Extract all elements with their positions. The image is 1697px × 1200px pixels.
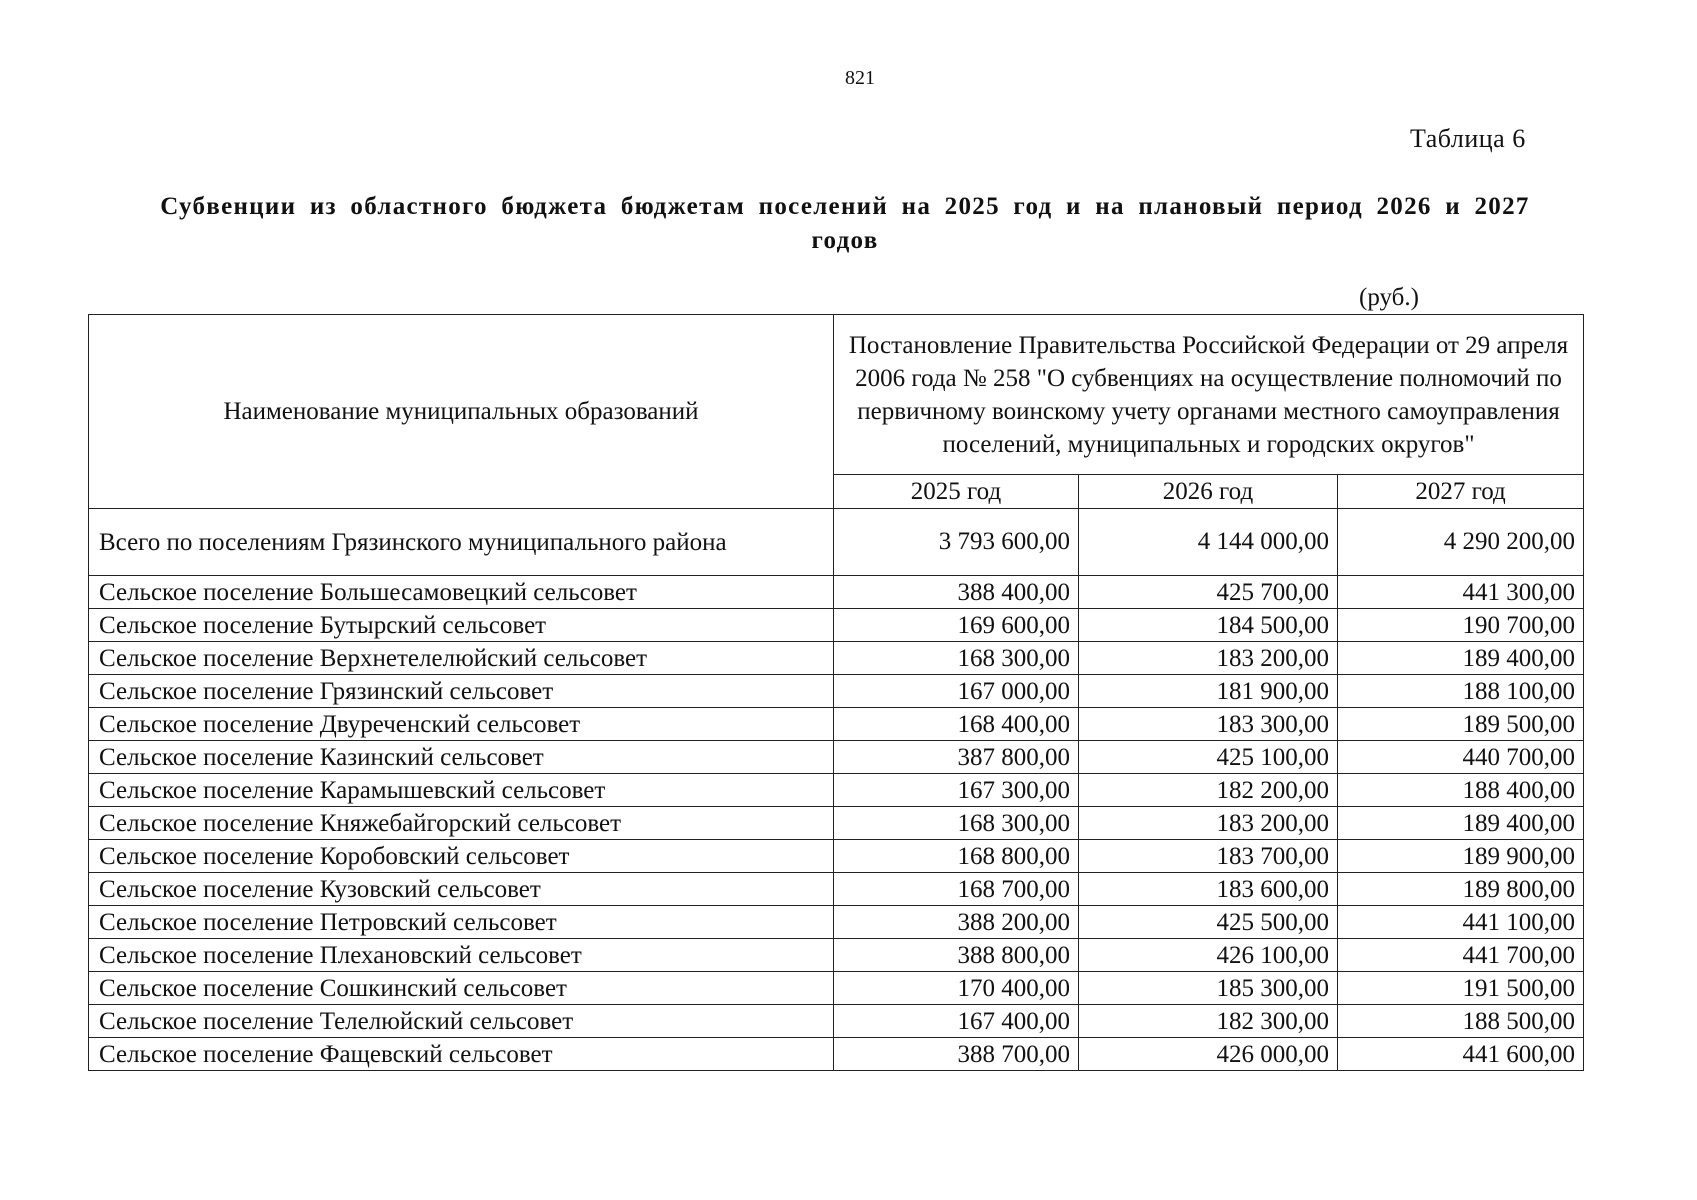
subsidy-value-2027: 189 800,00 [1338, 873, 1584, 906]
table-row [89, 906, 1584, 939]
table-row [89, 609, 1584, 642]
subsidy-value-2026: 183 600,00 [1079, 873, 1338, 906]
subsidy-value-2027: 441 300,00 [1338, 576, 1584, 609]
name-column-header: Наименование муниципальных образований [89, 315, 834, 509]
total-row [89, 509, 1584, 576]
table-row [89, 939, 1584, 972]
table-row [89, 741, 1584, 774]
subsidy-value-2027: 188 100,00 [1338, 675, 1584, 708]
subsidy-value-2026: 426 100,00 [1079, 939, 1338, 972]
subsidies-table [88, 314, 1584, 1071]
subsidy-value-2026: 184 500,00 [1079, 609, 1338, 642]
subsidy-value-2026: 183 200,00 [1079, 642, 1338, 675]
subsidy-value-2025: 388 800,00 [834, 939, 1079, 972]
subsidy-value-2027: 441 700,00 [1338, 939, 1584, 972]
subsidy-value-2027: 188 500,00 [1338, 1005, 1584, 1038]
settlement-name: Сельское поселение Казинский сельсовет [89, 741, 834, 774]
subsidy-value-2025: 169 600,00 [834, 609, 1079, 642]
subsidy-value-2026: 425 700,00 [1079, 576, 1338, 609]
subsidy-value-2025: 168 300,00 [834, 807, 1079, 840]
subsidy-value-2027: 189 900,00 [1338, 840, 1584, 873]
settlement-name: Сельское поселение Коробовский сельсовет [89, 840, 834, 873]
settlement-name: Сельское поселение Двуреченский сельсовет [89, 708, 834, 741]
subsidy-value-2025: 167 000,00 [834, 675, 1079, 708]
subsidy-value-2027: 190 700,00 [1338, 609, 1584, 642]
table-row [89, 642, 1584, 675]
document-title: Субвенции из областного бюджета бюджетам поселений на 2025 год и на плановый период 2026 и 2027 годов [160, 193, 1530, 254]
settlement-name: Сельское поселение Кузовский сельсовет [89, 873, 834, 906]
table-row [89, 708, 1584, 741]
header-row [89, 315, 1584, 475]
subsidy-value-2025: 170 400,00 [834, 972, 1079, 1005]
table-row [89, 675, 1584, 708]
subsidy-value-2026: 181 900,00 [1079, 675, 1338, 708]
subsidy-value-2026: 426 000,00 [1079, 1038, 1338, 1071]
page-number: 821 [845, 67, 875, 89]
subsidy-value-2027: 191 500,00 [1338, 972, 1584, 1005]
subsidy-value-2027: 189 500,00 [1338, 708, 1584, 741]
subsidy-value-2026: 425 100,00 [1079, 741, 1338, 774]
total-name: Всего по поселениям Грязинского муниципального района [89, 509, 834, 576]
total-value-2025: 3 793 600,00 [834, 509, 1079, 576]
settlement-name: Сельское поселение Княжебайгорский сельсовет [89, 807, 834, 840]
settlement-name: Сельское поселение Большесамовецкий сельсовет [89, 576, 834, 609]
subsidy-value-2027: 441 600,00 [1338, 1038, 1584, 1071]
table-row [89, 807, 1584, 840]
settlement-name: Сельское поселение Карамышевский сельсовет [89, 774, 834, 807]
year-header-2027: 2027 год [1338, 475, 1584, 509]
settlement-name: Сельское поселение Фащевский сельсовет [89, 1038, 834, 1071]
table-row [89, 873, 1584, 906]
table-row [89, 1005, 1584, 1038]
subsidy-value-2027: 440 700,00 [1338, 741, 1584, 774]
subsidy-value-2025: 388 400,00 [834, 576, 1079, 609]
subsidy-value-2025: 168 800,00 [834, 840, 1079, 873]
currency-unit: (руб.) [1359, 284, 1419, 311]
settlement-name: Сельское поселение Петровский сельсовет [89, 906, 834, 939]
settlement-name: Сельское поселение Сошкинский сельсовет [89, 972, 834, 1005]
year-header-2026: 2026 год [1079, 475, 1338, 509]
total-value-2027: 4 290 200,00 [1338, 509, 1584, 576]
settlement-name: Сельское поселение Верхнетелелюйский сельсовет [89, 642, 834, 675]
subsidy-value-2026: 183 700,00 [1079, 840, 1338, 873]
table-row [89, 1038, 1584, 1071]
year-header-2025: 2025 год [834, 475, 1079, 509]
subsidy-value-2026: 183 300,00 [1079, 708, 1338, 741]
subsidy-value-2026: 182 300,00 [1079, 1005, 1338, 1038]
table-row [89, 840, 1584, 873]
subsidy-value-2027: 189 400,00 [1338, 807, 1584, 840]
settlement-name: Сельское поселение Плехановский сельсовет [89, 939, 834, 972]
subsidy-value-2026: 183 200,00 [1079, 807, 1338, 840]
subsidy-value-2027: 441 100,00 [1338, 906, 1584, 939]
table-row [89, 576, 1584, 609]
decree-column-header: Постановление Правительства Российской Федерации от 29 апреля 2006 года № 258 "О субвенциях на осуществление полномочий по первичному воинскому учету органами местного самоуправления поселений, муниципальных и городских округов" [834, 315, 1584, 475]
settlement-name: Сельское поселение Грязинский сельсовет [89, 675, 834, 708]
subsidy-value-2025: 168 400,00 [834, 708, 1079, 741]
subsidy-value-2025: 167 300,00 [834, 774, 1079, 807]
subsidy-value-2025: 168 300,00 [834, 642, 1079, 675]
subsidy-value-2026: 185 300,00 [1079, 972, 1338, 1005]
subsidy-value-2026: 182 200,00 [1079, 774, 1338, 807]
subsidy-value-2026: 425 500,00 [1079, 906, 1338, 939]
subsidy-value-2025: 387 800,00 [834, 741, 1079, 774]
total-value-2026: 4 144 000,00 [1079, 509, 1338, 576]
subsidy-value-2025: 168 700,00 [834, 873, 1079, 906]
table-label: Таблица 6 [1410, 124, 1526, 153]
subsidy-value-2025: 388 700,00 [834, 1038, 1079, 1071]
subsidy-value-2025: 388 200,00 [834, 906, 1079, 939]
settlement-name: Сельское поселение Бутырский сельсовет [89, 609, 834, 642]
table-row [89, 774, 1584, 807]
table-row [89, 972, 1584, 1005]
settlement-name: Сельское поселение Телелюйский сельсовет [89, 1005, 834, 1038]
subsidy-value-2027: 189 400,00 [1338, 642, 1584, 675]
subsidy-value-2027: 188 400,00 [1338, 774, 1584, 807]
subsidy-value-2025: 167 400,00 [834, 1005, 1079, 1038]
